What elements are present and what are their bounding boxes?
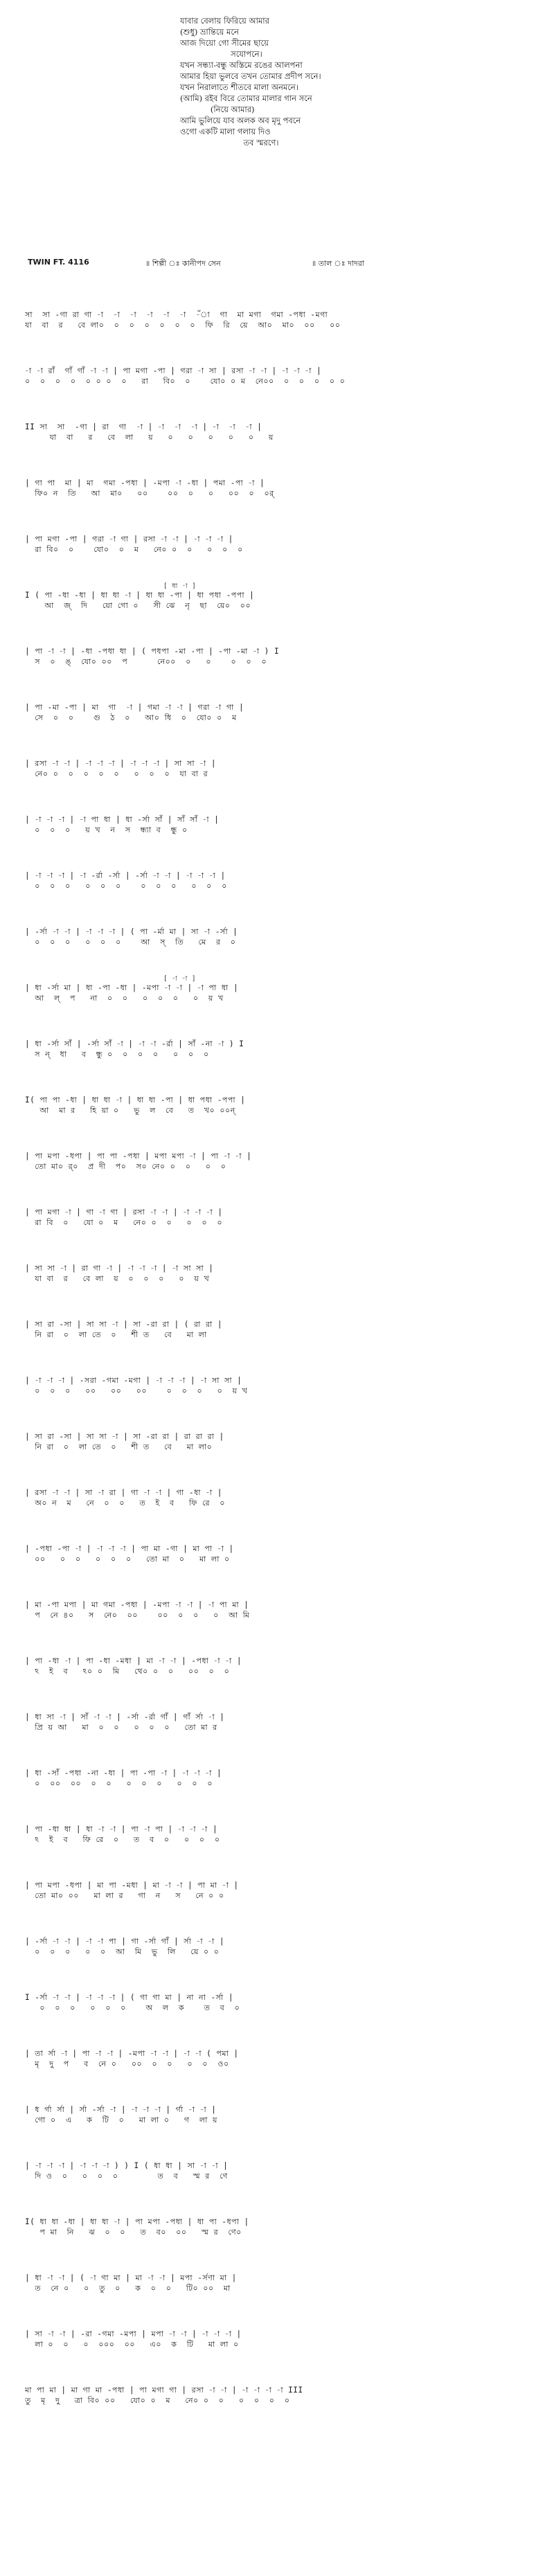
syllable-line: ০ ০০ ০০ ০ ০ ০ ০ ০ ০ ০ ০ (25, 1779, 213, 1788)
spacer (25, 1985, 529, 1992)
syllable-line: আ মা র হি য়া ০ ভু ল বে ত খ০ ০০ন্ (25, 1106, 235, 1115)
swaralipi-line: | -র্সা -া -া | -া -া পা | গা -র্সা গাঁ | র্সা -া -া | (25, 1937, 225, 1946)
syllable-line: তো মা০ র্০ প্র দী প০ স০ নে০ ০ ০ ০ ০ (25, 1162, 226, 1171)
syllable-line: অ০ ন ম নে ০ ০ ত ই ব ফি রে ০ (25, 1499, 225, 1508)
spacer (25, 807, 529, 814)
syllable-line: প মা নি ঝ ০ ০ ত ব০ ০০ স্ম র ণে০ (25, 2228, 242, 2237)
notation-row (25, 1031, 529, 1087)
spacer (25, 2377, 529, 2385)
swaralipi-line: I( ধা ধা -ধা | ধা ধা -া | পা মপা -পধা | ধা পা -ধপা | (25, 2217, 249, 2226)
notation-row (25, 1255, 529, 1312)
syllable-line: প্রি য় আ মা ০ ০ ০ ০ ০ তো মা র (25, 1723, 217, 1732)
syllable-line: মৃ দু প ব নে ০ ০০ ০ ০ ০ ০ ও০ (25, 2059, 229, 2068)
notation-row (25, 414, 529, 470)
singer-credit: ॥ শিল্পী ঃ কানীপদ সেন (145, 259, 221, 268)
spacer (25, 1087, 529, 1095)
swaralipi-line: | -া -া -া | -া -র্রা -র্সা | -র্সা -া -া | -া -া -া | (25, 871, 226, 880)
spacer (25, 1143, 529, 1151)
swaralipi-line: | পা -ধা ধা | ধা -া -া | পা -া পা | -া -া -া | (25, 1825, 218, 1834)
notation-row (25, 1368, 529, 1424)
swaralipi-line: | -া -া -া | -া পা ধা | ধা -র্সা সাঁ | সাঁ সাঁ -া | (25, 815, 220, 824)
spacer (25, 695, 529, 702)
notation-row (25, 1816, 529, 1872)
syllable-line: ০ ০ ০ ০ ০ ০ ০ ০ রা বি০ ০ যো০ ০ ম নে০০ ০ ০ ০ ০ ০ (25, 377, 346, 386)
notation-row (25, 1648, 529, 1704)
swaralipi-line: | পা -মা -পা | মা গা -া | গমা -া -া | গরা -া গা | (25, 703, 244, 712)
syllable-line: দি ও ০ ০ ০ ০ ত ব স্ম র ণে (25, 2172, 228, 2181)
swaralipi-line: | তা র্সা -া | পা -া -া | -মপা -া -া | -া -া ( পমা | (25, 2049, 239, 2058)
spacer (25, 526, 529, 534)
swaralipi-line: | পা মপা -ধপা | পা পা -পধা | মপা মপা -া | পা -া -া | (25, 1152, 252, 1161)
syllable-line: রা বি ০ যো ০ ম নে০ ০ ০ ০ ০ ০ (25, 1218, 223, 1227)
notation-row (25, 1872, 529, 1929)
syllable-line: তো মা০ ০০ মা লা র গা ন স নে ০ ০ (25, 1891, 224, 1900)
notation-row (25, 1143, 529, 1199)
spacer (25, 1312, 529, 1319)
notation-row (25, 638, 529, 695)
notation-sheet (25, 302, 529, 2433)
tala-credit: ॥ তাল ঃ দাদরা (312, 259, 365, 268)
notation-row (25, 2097, 529, 2153)
swaralipi-line: | -পধা -পা -া | -া -া -া | পা মা -গা | মা পা -া | (25, 1544, 234, 1553)
syllable-line: স ০ ঙ্ যো০ ০০ প নে০০ ০ ০ ০ ০ ০ (25, 657, 267, 666)
notation-row (25, 358, 529, 414)
swaralipi-line: | ধা -র্সা সাঁ | -র্সা সাঁ -া | -া -া -র্রা | সাঁ -না -া ) I (25, 1039, 244, 1048)
variant-note: [ -া -া ] (163, 975, 197, 983)
swaralipi-line: | পা মগা -া | গা -া গা | রসা -া -া | -া -া -া | (25, 1208, 223, 1217)
syllable-line: আ ল্ প না ০ ০ ০ ০ ০ ০ য় খ (25, 994, 224, 1003)
swaralipi-line: | সা রা -সা | সা সা -া | সা -রা রা | রা রা রা | (25, 1432, 224, 1441)
notation-row (25, 1985, 529, 2041)
swaralipi-line: | ধা সা -া | সাঁ -া -া | -র্সা -র্রা গাঁ | গাঁ র্সা -া | (25, 1712, 225, 1721)
syllable-line: রা বি০ ০ যো০ ০ ম নে০ ০ ০ ০ ০ ০ (25, 545, 243, 554)
lyric-line: তব স্মরণে। (180, 138, 279, 147)
swaralipi-line: | পা -ধা -া | পা -ধা -মধা | মা -া -া | -পধা -া -া | (25, 1656, 242, 1665)
swaralipi-line: | সা সা -া | রা গা -া | -া -া -া | -া সা সা | (25, 1264, 214, 1273)
spacer (25, 1480, 529, 1487)
notation-row (25, 526, 529, 582)
spacer (25, 2097, 529, 2104)
notation-row (25, 1592, 529, 1648)
record-number: TWIN FT. 4116 (28, 258, 89, 267)
syllable-line: নে০ ০ ০ ০ ০ ০ ০ ০ ০ যা বা র (25, 769, 208, 778)
notation-row (25, 863, 529, 919)
spacer (25, 470, 529, 478)
swaralipi-line: | ধ র্গা র্সা | র্সা -র্সা -া | -া -া -া | র্গা -া -া | (25, 2105, 217, 2114)
syllable-line: ০ ০ ০ ০ ০ ০ ০ ০ ০ ০ ০ ০ (25, 882, 227, 891)
lyric-line: আমার হিয়া ভুলবে তখন তোমার প্রদীপ সনে। (180, 71, 321, 81)
swaralipi-line: | সা -া -া | -রা -গমা -মপা | মপা -া -া | -া -া -া | (25, 2329, 242, 2338)
lyric-line: সযোপনে। (180, 49, 262, 59)
notation-row (25, 2377, 529, 2433)
spacer (25, 638, 529, 646)
spacer (25, 2321, 529, 2329)
spacer (25, 358, 529, 366)
swaralipi-line: | পা -া -া | -ধা -পধা ধা | ( পধপা -মা -পা | -পা -মা -া ) I (25, 647, 280, 656)
notation-row (25, 1480, 529, 1536)
notation-row (25, 1760, 529, 1816)
syllable-line: গো ০ এ ক টি ০ মা লা ০ গ লা য় (25, 2116, 218, 2125)
notation-row (25, 2041, 529, 2097)
lyric-line: যখন সন্ধ্যা-বন্ধু অস্তিমে রঙের আলপনা (180, 60, 303, 70)
notation-row (25, 1312, 529, 1368)
lyric-line: যাবার বেলায় ফিরিয়ে আমার (180, 16, 269, 26)
swaralipi-line: I( পা পা -ধা | ধা ধা -া | ধা ধা -পা | ধা পধা -পপা | (25, 1095, 246, 1104)
lyric-line: আজ দিয়ো গো সীমের ছায়ে (180, 38, 269, 48)
spacer (25, 2209, 529, 2217)
swaralipi-line: I -র্সা -া -া | -া -া -া | ( গা গা মা | না না -র্সা | (25, 1993, 233, 2002)
swaralipi-line: | ধা -া -া | ( -া গা মা | মা -া -া | মপা -র্সণা মা | (25, 2273, 237, 2282)
notation-row (25, 919, 529, 975)
spacer (25, 1031, 529, 1039)
swaralipi-line: মা পা মা | মা গা মা -পধা | পা মগা গা | রসা -া -া | -া -া -া -া III (25, 2386, 303, 2395)
swaralipi-line: | সা রা -সা | সা সা -া | সা -রা রা | ( রা রা | (25, 1320, 223, 1329)
swaralipi-line: সা সা -গা রা গা -া -া -া -া -া -া -ঁা গা মা মগা গমা -পধা -মগা (25, 310, 328, 319)
syllable-line: তু মৃ দু ত্রা বি০ ০০ যো০ ০ ম নে০ ০ ০ ০ ০ ০ ০ (25, 2396, 290, 2405)
notation-row (25, 302, 529, 358)
notation-row (25, 1536, 529, 1592)
swaralipi-line: | মা -পা মপা | মা গমা -পধা | -মপা -া -া | -া পা মা | (25, 1600, 249, 1609)
spacer (25, 1760, 529, 1768)
syllable-line: ০০ ০ ০ ০ ০ ০ তো মা ০ মা লা ০ (25, 1555, 230, 1564)
spacer (25, 2153, 529, 2161)
lyrics-block (180, 15, 402, 148)
syllable-line: ০ ০ ০ ০ ০ ০ আ স্ তি মে র ০ (25, 938, 236, 947)
syllable-line: ০ ০ ০ ০০ ০০ ০০ ০ ০ ০ ০ য় খ (25, 1386, 248, 1395)
syllable-line: ০ ০ ০ ০ ০ ০ অ ল ক ত ব ০ (25, 2003, 240, 2012)
lyric-line: ওগো একটি মালা গলায় দিও (180, 127, 271, 136)
notation-row (25, 695, 529, 751)
notation-row (25, 1424, 529, 1480)
spacer (25, 1255, 529, 1263)
syllable-line: নি রা ০ লা তে ০ শী ত বে মা লা০ (25, 1442, 213, 1451)
spacer (25, 2265, 529, 2273)
swaralipi-line: | পা মপা -ধপা | মা পা -মধা | মা -া -া | পা মা -া | (25, 1881, 239, 1890)
spacer (25, 1368, 529, 1375)
notation-row (25, 2265, 529, 2321)
notation-row (25, 1087, 529, 1143)
lyric-line: যখন নিরালাতে শীতবে মালা অনমনে। (180, 82, 298, 92)
spacer (25, 1872, 529, 1880)
spacer (25, 2041, 529, 2048)
syllable-line: স ন্ ধা ব ন্ধু ০ ০ ০ ০ ০ ০ ০ (25, 1050, 209, 1059)
syllable-line: ঽ ই ব ফি রে ০ ত ব ০ ০ ০ ০ (25, 1835, 220, 1844)
lyric-line: (নিয়ে আমার) (180, 105, 255, 114)
swaralipi-line: I ( পা -ধা -ধা | ধা ধা -া | ধা ধা -পা | ধা পধা -পপা | (25, 591, 255, 600)
swaralipi-line: | রসা -া -া | -া -া -া | -া -া -া | সা সা -া | (25, 759, 216, 768)
syllable-line: ফি০ ন তি আ মা০ ০০ ০০ ০ ০ ০০ ০ ০র্ (25, 489, 274, 498)
notation-row (25, 807, 529, 863)
spacer (25, 919, 529, 927)
swaralipi-line: -া -া রাঁ গাঁ গাঁ -া -া | পা মগা -পা | গরা -া সা | রসা -া -া | -া -া -া | (25, 366, 322, 375)
spacer (25, 1424, 529, 1431)
lyric-line: আমি ভুলিয়ে যাব অলক অব মৃদু পবনে (180, 116, 301, 125)
spacer (25, 1536, 529, 1544)
notation-row (25, 2153, 529, 2209)
syllable-line: ঽ ই ব ঽ০ ০ মি থে০ ০ ০ ০০ ০ ০ (25, 1667, 230, 1676)
notation-row (25, 2209, 529, 2265)
notation-row (25, 1199, 529, 1255)
syllable-line: নি রা ০ লা তে ০ শী ত বে মা লা (25, 1330, 207, 1339)
syllable-line: প নে ৪০ স নে০ ০০ ০০ ০ ০ ০ আ মি (25, 1611, 250, 1620)
syllable-line: ০ ০ ০ ০ ০ আ মি ভু লি য়ে ০ ০ (25, 1947, 220, 1956)
notation-row (25, 1704, 529, 1760)
spacer (25, 1704, 529, 1712)
swaralipi-line: | গা পা মা | মা গমা -পধা | -মপা -া -ধা | পমা -পা -া | (25, 478, 265, 488)
syllable-line: যা বা র বে লা য় ০ ০ ০ ০ য় খ (25, 1274, 210, 1283)
spacer (25, 302, 529, 310)
spacer (25, 1816, 529, 1824)
notation-row (25, 751, 529, 807)
notation-row (25, 2321, 529, 2377)
swaralipi-line: | -র্সা -া -া | -া -া -া | ( পা -র্মা মা | সা -া -র্সা | (25, 927, 238, 936)
swaralipi-line: | ধা -সাঁ -পধা -না -ধা | পা -পা -া | -া -া -া | (25, 1769, 222, 1778)
syllable-line: সে ০ ০ গু ঠ ০ আ০ ধি ০ যো০ ০ ম (25, 713, 237, 722)
spacer (25, 1592, 529, 1600)
notation-row (25, 470, 529, 526)
syllable-line: ত নে ০ ০ তু ০ ক ০ ০ টি০ ০০ মা (25, 2284, 231, 2293)
swaralipi-line: | -া -া -া | -া -া -া ) ) I ( ধা ধা | সা -া -া | (25, 2161, 229, 2170)
swaralipi-line: | পা মগা -পা | গরা -া গা | রসা -া -া | -া -া -া | (25, 535, 233, 544)
syllable-line: আ জ্ দি য়ো গো ০ সী ঝে নৃ ছা য়ে০ ০০ (25, 601, 251, 610)
syllable-line: যা বা র বে লা য় ০ ০ ০ ০ ০ য় (25, 433, 274, 442)
notation-row (25, 582, 529, 638)
song-header (28, 258, 526, 271)
spacer (25, 1648, 529, 1656)
notation-row (25, 1929, 529, 1985)
swaralipi-line: | -া -া -া | -সরা -গমা -মগা | -া -া -া | -া সা সা | (25, 1376, 242, 1385)
syllable-line: লা ০ ০ ০ ০০০ ০০ এ০ ক টি মা লা ০ (25, 2340, 239, 2349)
spacer (25, 414, 529, 422)
swaralipi-line: | ধা -র্সা মা | ধা -পা -ধা | -মপা -া -া | -া পা ধা | (25, 983, 239, 992)
syllable-line: ০ ০ ০ য় খ ন স ন্ধ্যা ব ন্ধু ০ (25, 825, 188, 834)
lyric-line: (আমি) রইব বিরে তোমার মালার গান সনে (180, 93, 312, 103)
spacer (25, 1929, 529, 1936)
swaralipi-line: II সা সা -গা | রা গা -া | -া -া -া | -া -া -া | (25, 422, 262, 431)
notation-row (25, 975, 529, 1031)
syllable-line: যা বা র বে লা০ ০ ০ ০ ০ ০ ০ ফি রি য়ে আ০ মা০ ০০ ০০ (25, 321, 341, 330)
spacer (25, 863, 529, 870)
spacer (25, 751, 529, 758)
lyric-line: (শুধু) ভ্রান্তিয়ে মনে (180, 27, 239, 37)
swaralipi-line: | রসা -া -া | সা -া রা | গা -া -া | গা -ধা -া | (25, 1488, 222, 1497)
variant-note: [ ধা -া ] (163, 582, 197, 590)
spacer (25, 1199, 529, 1207)
